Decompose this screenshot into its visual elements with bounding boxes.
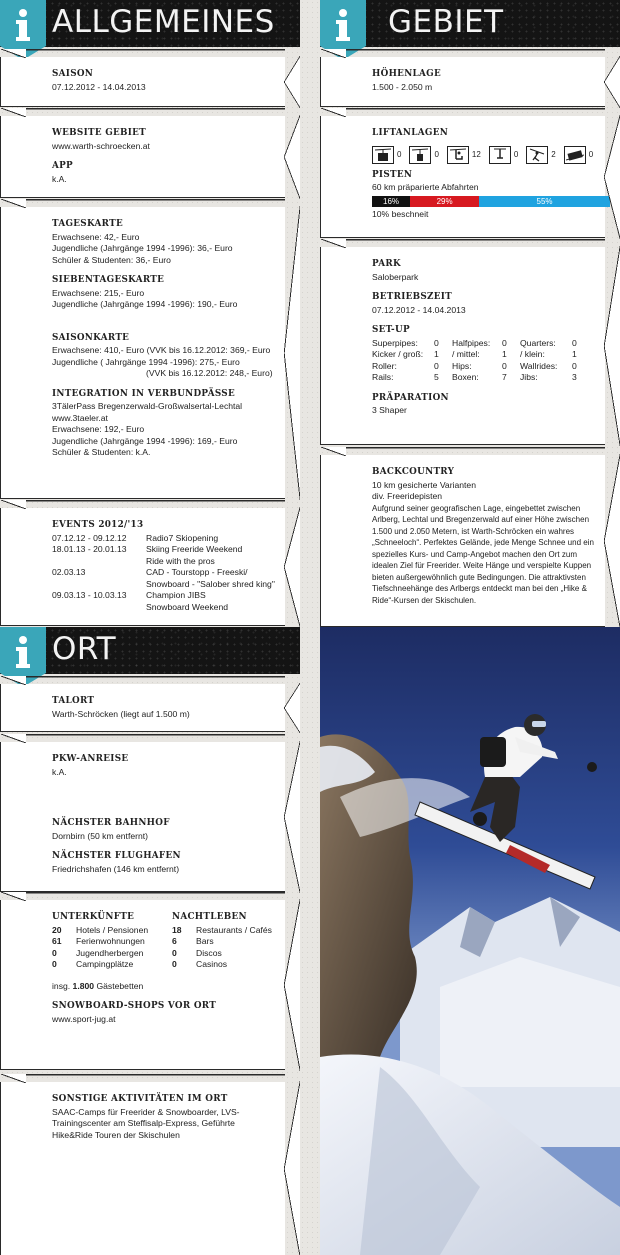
bahnhof-value: Dornbirn (50 km entfernt) (52, 830, 148, 841)
label: Casinos (196, 959, 228, 969)
setup-value: 1 (502, 349, 507, 359)
setup-value: 0 (434, 360, 439, 371)
label: Campingplätze (76, 959, 134, 969)
pisten-bar (372, 196, 610, 207)
setup-value: 1 (572, 349, 577, 359)
label: Ferienwohnungen (76, 936, 145, 946)
setup-table (372, 338, 585, 384)
app-title: APP (52, 161, 73, 171)
praeparation-value: 3 Shaper (372, 405, 407, 415)
setup-label: Jibs: (520, 372, 538, 382)
unterkuenfte-block (52, 910, 172, 971)
label: Hotels / Pensionen (76, 924, 149, 935)
nachtleben-table (172, 925, 272, 971)
label: Restaurants / Cafés (196, 924, 272, 935)
gaestebetten-count: 1.800 (72, 980, 95, 991)
pisten-title: PISTEN (372, 169, 413, 180)
table-row (52, 533, 275, 545)
event-name: Snowboard - "Salober shred king" (146, 578, 275, 589)
count: 18 (172, 924, 182, 935)
pkw-value: k.A. (52, 766, 67, 777)
table-row (52, 567, 275, 579)
website-link[interactable]: www.warth-schroecken.at (52, 140, 150, 151)
setup-label: Hips: (452, 360, 472, 371)
lift-count: 12 (471, 149, 481, 159)
event-date: 09.03.13 - 10.03.13 (52, 590, 127, 600)
setup-value: 1 (434, 349, 439, 359)
chairlift-icon (447, 146, 469, 164)
siebentageskarte-line: Erwachsene: 215,- Euro (52, 287, 145, 298)
sonstige-text: SAAC-Camps für Freerider & Snowboarder, LVS-Trainingscenter am Steffisalp-Express, Geführte Hike&Ride Touren der Skischulen (52, 1106, 240, 1140)
backcountry-card (320, 455, 605, 627)
talort-card (0, 684, 285, 732)
event-date: 02.03.13 (52, 567, 86, 577)
tageskarte-line: Jugendliche (Jahrgänge 1994 -1996): 36,- Euro (52, 243, 233, 253)
header-title: GEBIET (388, 4, 504, 40)
table-row (372, 338, 585, 350)
table-row (52, 948, 148, 960)
lift-count: 2 (551, 149, 556, 159)
event-date: 07.12.12 - 09.12.12 (52, 532, 127, 543)
table-row (52, 579, 275, 591)
label: Jugendherbergen (76, 947, 144, 958)
bahnhof-title: NÄCHSTER BAHNHOF (52, 818, 170, 828)
setup-label: Roller: (372, 360, 397, 371)
shops-link[interactable]: www.sport-jug.at (52, 1013, 116, 1024)
table-row (372, 349, 585, 361)
header-title: ORT (52, 631, 117, 667)
count: 6 (172, 936, 177, 946)
setup-value: 0 (572, 337, 577, 348)
setup-label: Quarters: (520, 337, 556, 348)
nachtleben-title: NACHTLEBEN (172, 912, 247, 922)
website-card (0, 116, 285, 198)
app-value: k.A. (52, 173, 67, 184)
lift-count: 0 (588, 149, 594, 159)
unterkuenfte-card (0, 900, 285, 1070)
events-card (0, 508, 285, 626)
count: 0 (52, 959, 57, 969)
event-name: Ride with the pros (146, 555, 215, 566)
event-date (52, 556, 146, 568)
lift-count: 0 (513, 149, 519, 159)
drag-lift-icon (526, 146, 548, 164)
setup-label: Kicker / groß: (372, 349, 424, 359)
cable-car-icon (409, 146, 431, 164)
pisten-segment-blue: 55% (479, 196, 610, 207)
hoehenlage-title: HÖHENLAGE (372, 69, 441, 79)
pisten-beschneit: 10% beschneit (372, 208, 429, 219)
event-name: Champion JIBS (146, 590, 206, 600)
backcountry-line: 10 km gesicherte Varianten (372, 479, 476, 490)
setup-label: Superpipes: (372, 337, 418, 348)
tageskarte-line: Erwachsene: 42,- Euro (52, 231, 140, 242)
pisten-value: 60 km präparierte Abfahrten (372, 182, 479, 192)
integration-line: Erwachsene: 192,- Euro (52, 424, 145, 434)
table-row (52, 925, 148, 937)
header-title: ALLGEMEINES (52, 4, 275, 40)
shops-title: SNOWBOARD-SHOPS VOR ORT (52, 1001, 217, 1011)
nachtleben-block (172, 910, 272, 971)
tickets-card (0, 207, 285, 499)
table-row (372, 372, 585, 384)
event-name: Radio7 Skiopening (146, 532, 219, 543)
setup-value: 0 (502, 337, 507, 348)
pisten-segment-red: 29% (410, 196, 479, 207)
table-row (52, 544, 275, 556)
website-title: WEBSITE GEBIET (52, 128, 147, 138)
talort-title: TALORT (52, 696, 95, 706)
events-table (52, 533, 275, 614)
gaestebetten-suffix: Gästebetten (96, 980, 144, 991)
count: 61 (52, 936, 62, 946)
lift-count: 0 (397, 149, 402, 159)
label: Discos (196, 947, 222, 958)
setup-value: 0 (572, 360, 577, 371)
setup-title: SET-UP (372, 325, 410, 335)
anreise-card (0, 742, 285, 892)
siebentageskarte-line: Jugendliche (Jahrgänge 1994 -1996): 190,- Euro (52, 299, 238, 309)
label: Bars (196, 936, 214, 946)
sonstige-card (0, 1082, 285, 1255)
backcountry-title: BACKCOUNTRY (372, 467, 455, 477)
event-date (52, 579, 146, 591)
event-name: Skiing Freeride Weekend (146, 544, 243, 554)
park-value: Saloberpark (372, 271, 419, 282)
table-row (172, 959, 272, 971)
saison-value: 07.12.2012 - 14.04.2013 (52, 81, 146, 92)
setup-value: 0 (434, 337, 439, 348)
setup-label: Boxen: (452, 372, 479, 382)
table-row (372, 361, 585, 373)
saisonkarte-line: Erwachsene: 410,- Euro (VVK bis 16.12.2012: 369,- Euro (52, 345, 271, 355)
pisten-segment-black: 16% (372, 196, 410, 207)
event-name: CAD - Tourstopp - Freeski/ (146, 567, 248, 577)
count: 0 (52, 947, 57, 958)
gaestebetten-prefix: insg. (52, 980, 71, 991)
table-row (172, 948, 272, 960)
hoehenlage-value: 1.500 - 2.050 m (372, 81, 433, 92)
event-name: Snowboard Weekend (146, 601, 229, 612)
train-icon (564, 146, 586, 164)
snowboarder-photo (320, 627, 620, 1255)
backcountry-text: Aufgrund seiner geografischen Lage, eingebettet zwischen Arlberg, Lechtal und Bregenzerwald auf einer Höhe zwischen 1.500 und 2.050 Metern, ist Warth-Schröcken ein wahres „Schneeloch“. Perfektes Gelände, jede Menge Schnee und ein spezielles Kurs- und Camp-Angebot machen den Ort zum idealen Ziel für Freerider. Weite Hänge und verspielte Kuppen bieten außergewöhnlich gute Bedingungen. Die attraktivsten Tiefschneehänge des Arlbergs entdeckt man bei den „Hike & Ride“-Kursen der Skischulen. (372, 503, 594, 605)
unterkuenfte-title: UNTERKÜNFTE (52, 912, 135, 922)
unterkuenfte-table (52, 925, 148, 971)
setup-value: 0 (502, 360, 507, 371)
saison-title: SAISON (52, 69, 94, 79)
flughafen-value: Friedrichshafen (146 km entfernt) (52, 863, 180, 874)
saisonkarte-line: (VVK bis 16.12.2012: 248,- Euro) (146, 368, 273, 378)
tageskarte-line: Schüler & Studenten: 36,- Euro (52, 254, 171, 265)
integration-line: Schüler & Studenten: k.A. (52, 447, 151, 457)
pkw-title: PKW-ANREISE (52, 754, 129, 764)
saison-card (0, 57, 285, 107)
events-title: EVENTS 2012/'13 (52, 520, 144, 530)
count: 20 (52, 924, 62, 935)
count: 0 (172, 959, 177, 969)
table-row (52, 959, 148, 971)
setup-value: 7 (502, 372, 507, 382)
integration-line: 3TälerPass Bregenzerwald-Großwalsertal-Lechtal (52, 401, 243, 411)
talort-value: Warth-Schröcken (liegt auf 1.500 m) (52, 708, 190, 719)
count: 0 (172, 947, 177, 958)
backcountry-line: div. Freeridepisten (372, 491, 443, 501)
saisonkarte-title: SAISONKARTE (52, 332, 130, 343)
lift-count: 0 (434, 149, 439, 159)
setup-label: Rails: (372, 372, 394, 382)
table-row (172, 925, 272, 937)
integration-line: Jugendliche (Jahrgänge 1994 -1996): 169,- Euro (52, 435, 238, 446)
table-row (172, 936, 272, 948)
setup-label: / mittel: (452, 349, 480, 359)
betriebszeit-value: 07.12.2012 - 14.04.2013 (372, 304, 466, 315)
setup-value: 3 (572, 372, 577, 382)
setup-label: Wallrides: (520, 360, 558, 371)
gondola-icon (372, 146, 394, 164)
park-card (320, 247, 605, 445)
park-title: PARK (372, 259, 401, 269)
setup-label: Halfpipes: (452, 337, 491, 348)
table-row (52, 602, 275, 614)
praeparation-title: PRÄPARATION (372, 392, 449, 403)
betriebszeit-title: BETRIEBSZEIT (372, 292, 452, 302)
table-row (52, 556, 275, 568)
integration-line: www.3taeler.at (52, 412, 108, 423)
t-bar-icon (489, 146, 511, 164)
table-row (52, 936, 148, 948)
event-date (52, 602, 146, 614)
sonstige-title: SONSTIGE AKTIVITÄTEN IM ORT (52, 1094, 228, 1104)
setup-value: 5 (434, 372, 439, 382)
gaestebetten (52, 981, 285, 993)
saisonkarte-line: Jugendliche ( Jahrgänge 1994 -1996): 275,- Euro (52, 356, 240, 367)
lift-pisten-card (320, 116, 605, 238)
siebentageskarte-title: SIEBENTAGESKARTE (52, 275, 165, 285)
event-date: 18.01.13 - 20.01.13 (52, 544, 127, 554)
setup-label: / klein: (520, 349, 545, 359)
photo-illustration (320, 627, 620, 1255)
table-row (52, 590, 275, 602)
tageskarte-title: TAGESKARTE (52, 219, 123, 229)
liftanlagen-title: LIFTANLAGEN (372, 128, 449, 138)
lift-list (372, 146, 605, 164)
flughafen-title: NÄCHSTER FLUGHAFEN (52, 851, 181, 861)
integration-title: INTEGRATION IN VERBUNDPÄSSE (52, 388, 235, 399)
hoehenlage-card (320, 57, 605, 107)
